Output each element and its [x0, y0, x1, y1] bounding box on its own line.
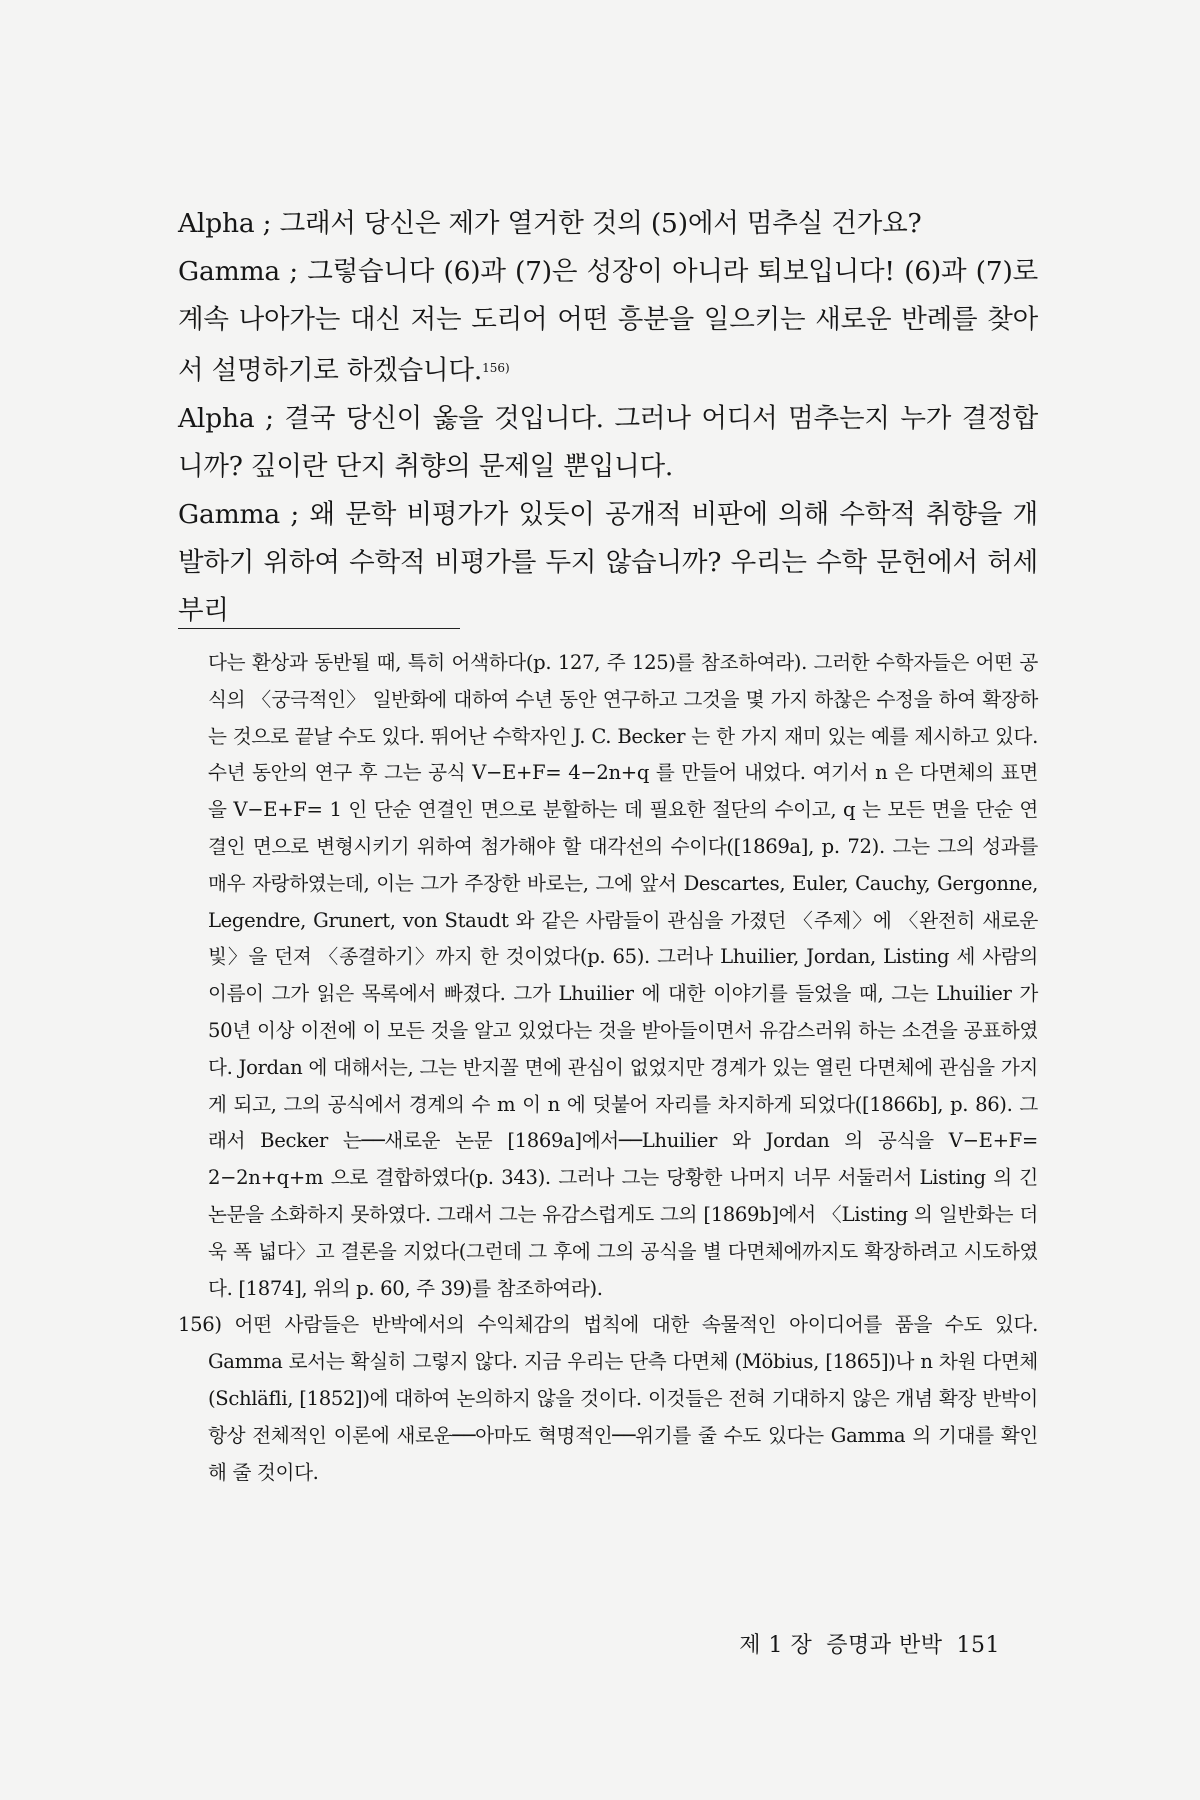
dialogue-alpha-2: Alpha ; 결국 당신이 옳을 것입니다. 그러나 어디서 멈추는지 누가 결정합니까? 깊이란 단지 취향의 문제일 뿐입니다.	[178, 403, 1038, 482]
footnote-separator	[178, 628, 460, 629]
dialogue-gamma-1	[178, 248, 1038, 395]
dialogue-gamma-2: Gamma ; 왜 문학 비평가가 있듯이 공개적 비판에 의해 수학적 취향을 개발하기 위하여 수학적 비평가를 두지 않습니까? 우리는 수학 문헌에서 허세부리	[178, 499, 1038, 626]
main-text	[178, 200, 1038, 635]
footnote-ref-156: 156)	[482, 361, 510, 375]
chapter-label: 제 1 장	[739, 1633, 813, 1658]
page-number: 151	[956, 1633, 1000, 1658]
dialogue-alpha-1: Alpha ; 그래서 당신은 제가 열거한 것의 (5)에서 멈추실 건가요?	[178, 208, 922, 239]
footnote-156: 156) 어떤 사람들은 반박에서의 수익체감의 법칙에 대한 속물적인 아이디어를 품을 수도 있다. Gamma 로서는 확실히 그렇지 않다. 지금 우리는 단측 다면체 (Möbius, [1865])나 n 차원 다면체 (Schläfli, [1852])에 대하여 논의하지 않을 것이다. 이것들은 전혀 기대하지 않은 개념 확장 반박이 항상 전체적인 이론에 새로운──아마도 혁명적인──위기를 줄 수도 있다는 Gamma 의 기대를 확인해 줄 것이다.	[178, 1313, 1038, 1484]
dialogue-gamma-1-text: Gamma ; 그렇습니다 (6)과 (7)은 성장이 아니라 퇴보입니다! (6)과 (7)로 계속 나아가는 대신 저는 도리어 어떤 흥분을 일으키는 새로운 반례를 찾아서 설명하기로 하겠습니다.	[178, 256, 1038, 386]
footnotes	[178, 645, 1038, 1491]
page-footer	[725, 1628, 1000, 1659]
footnote-155-continuation: 다는 환상과 동반될 때, 특히 어색하다(p. 127, 주 125)를 참조하여라). 그러한 수학자들은 어떤 공식의 〈궁극적인〉 일반화에 대하여 수년 동안 연구하고 그것을 몇 가지 하찮은 수정을 하여 확장하는 것으로 끝날 수도 있다. 뛰어난 수학자인 J. C. Becker 는 한 가지 재미 있는 예를 제시하고 있다. 수년 동안의 연구 후 그는 공식 V−E+F= 4−2n+q 를 만들어 내었다. 여기서 n 은 다면체의 표면을 V−E+F= 1 인 단순 연결인 면으로 분할하는 데 필요한 절단의 수이고, q 는 모든 면을 단순 연결인 면으로 변형시키기 위하여 첨가해야 할 대각선의 수이다([1869a], p. 72). 그는 그의 성과를 매우 자랑하였는데, 이는 그가 주장한 바로는, 그에 앞서 Descartes, Euler, Cauchy, Gergonne, Legendre, Grunert, von Staudt 와 같은 사람들이 관심을 가졌던 〈주제〉에 〈완전히 새로운 빛〉을 던져 〈종결하기〉까지 한 것이었다(p. 65). 그러나 Lhuilier, Jordan, Listing 세 사람의 이름이 그가 읽은 목록에서 빠졌다. 그가 Lhuilier 에 대한 이야기를 들었을 때, 그는 Lhuilier 가 50년 이상 이전에 이 모든 것을 알고 있었다는 것을 받아들이면서 유감스러워 하는 소견을 공표하였다. Jordan 에 대해서는, 그는 반지꼴 면에 관심이 없었지만 경계가 있는 열린 다면체에 관심을 가지게 되고, 그의 공식에서 경계의 수 m 이 n 에 덧붙어 자리를 차지하게 되었다([1866b], p. 86). 그래서 Becker 는──새로운 논문 [1869a]에서──Lhuilier 와 Jordan 의 공식을 V−E+F= 2−2n+q+m 으로 결합하였다(p. 343). 그러나 그는 당황한 나머지 너무 서둘러서 Listing 의 긴 논문을 소화하지 못하였다. 그래서 그는 유감스럽게도 그의 [1869b]에서 〈Listing 의 일반화는 더욱 폭 넓다〉고 결론을 지었다(그런데 그 후에 그의 공식을 별 다면체에까지도 확장하려고 시도하였다. [1874], 위의 p. 60, 주 39)를 참조하여라).	[208, 651, 1038, 1300]
chapter-title: 증명과 반박	[826, 1633, 943, 1658]
